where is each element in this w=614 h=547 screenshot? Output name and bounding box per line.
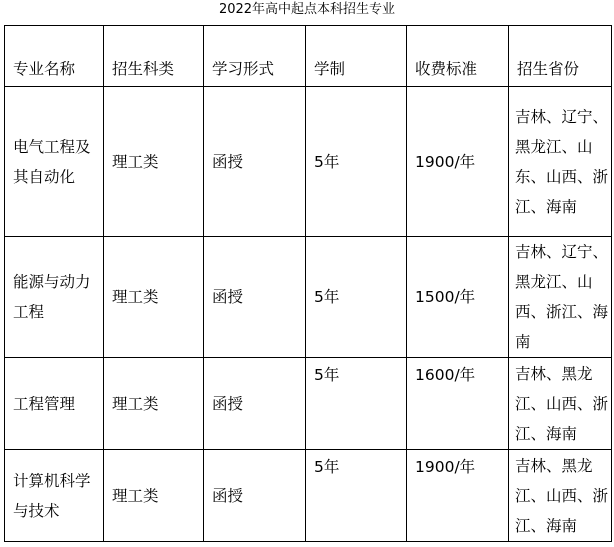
header-category: 招生科类 bbox=[104, 26, 204, 87]
cell-provinces: 吉林、黑龙江、山西、浙江、海南 bbox=[509, 358, 612, 450]
header-study-form: 学习形式 bbox=[204, 26, 306, 87]
header-fee: 收费标准 bbox=[407, 26, 509, 87]
cell-duration: 5年 bbox=[306, 87, 407, 237]
cell-category: 理工类 bbox=[104, 358, 204, 450]
cell-fee: 1900/年 bbox=[407, 450, 509, 542]
majors-table bbox=[4, 25, 612, 542]
cell-study-form: 函授 bbox=[204, 237, 306, 358]
cell-major: 计算机科学与技术 bbox=[5, 450, 104, 542]
cell-fee: 1500/年 bbox=[407, 237, 509, 358]
cell-duration: 5年 bbox=[306, 237, 407, 358]
cell-major: 工程管理 bbox=[5, 358, 104, 450]
cell-category: 理工类 bbox=[104, 450, 204, 542]
cell-duration: 5年 bbox=[306, 450, 407, 542]
cell-fee: 1600/年 bbox=[407, 358, 509, 450]
table-header-row bbox=[5, 26, 612, 87]
header-major: 专业名称 bbox=[5, 26, 104, 87]
cell-major: 电气工程及其自动化 bbox=[5, 87, 104, 237]
cell-study-form: 函授 bbox=[204, 87, 306, 237]
cell-provinces: 吉林、辽宁、黑龙江、山西、浙江、海南 bbox=[509, 237, 612, 358]
cell-category: 理工类 bbox=[104, 237, 204, 358]
table-row bbox=[5, 450, 612, 542]
document-title: 2022年高中起点本科招生专业 bbox=[218, 2, 396, 17]
cell-provinces: 吉林、辽宁、黑龙江、山东、山西、浙江、海南 bbox=[509, 87, 612, 237]
header-provinces: 招生省份 bbox=[509, 26, 612, 87]
cell-category: 理工类 bbox=[104, 87, 204, 237]
header-duration: 学制 bbox=[306, 26, 407, 87]
cell-major: 能源与动力工程 bbox=[5, 237, 104, 358]
cell-study-form: 函授 bbox=[204, 450, 306, 542]
table-row bbox=[5, 237, 612, 358]
cell-duration: 5年 bbox=[306, 358, 407, 450]
cell-provinces: 吉林、黑龙江、山西、浙江、海南 bbox=[509, 450, 612, 542]
cell-study-form: 函授 bbox=[204, 358, 306, 450]
cell-fee: 1900/年 bbox=[407, 87, 509, 237]
table-row bbox=[5, 87, 612, 237]
table-row bbox=[5, 358, 612, 450]
